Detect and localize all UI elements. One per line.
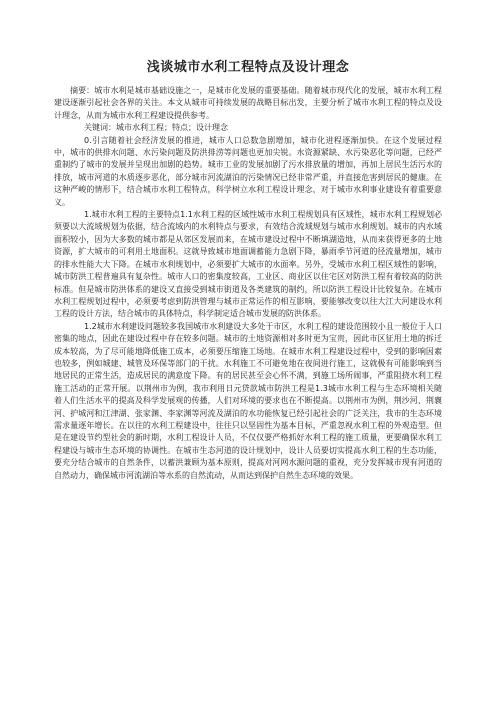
document-body: [54, 85, 442, 482]
section-1-paragraph: 1.城市水利工程的主要特点1.1水利工程的区域性城市水利工程规划具有区域性，城市水利工程规划必须要以大流域规划为依据，结合流域内的水利特点与要求，有效结合流域规划与城市水利规划。城市的内水域面积较小，因为大多数的城市都是从郊区发展而来，在城市建设过程中不断填湖造地，从而来获得更多的土地资源，扩大城市的可利用土地面积。这就导致城市地面调蓄能力急剧下降，暴雨季节河道的径流量增加，城市的排水性能大大下降。在城市水利规划中，必须要扩大城市的水面率。另外，受城市水利工程区域性的影响，城市防洪工程普遍具有复杂性。城市人口的密集度较高，工业区、商业区以住宅区对防洪工程有着较高的防洪标准。但是城市防洪体系的建设又直接受到城市街道及各类建筑的制约，所以防洪工程设计比较复杂。在城市水利工程规划过程中，必须要考虑到防洪管理与城市正常运作的相互影响，要能够改变以往大江大河建设水利工程的设计方法，结合城市的具体特点，科学制定适合城市发展的防洪体系。: [54, 210, 442, 319]
section-1-2-paragraph: 1.2城市水利建设问题较多我国城市水利建设大多处于市区，水利工程的建设范围较小且一般位于人口密集的地点，因此在建设过程中存在较多问题。城市的土地资源相对多时更为宝贵，因此市区征用土地的拆迁成本较高，为了尽可能地降低施工成本，必须要压缩施工场地。在城市水利工程建设过程中，受到的影响因素也较多，例如城建、城管及环保等部门的干扰。水利施工不可避免地在夜间进行施工，这就极有可能影响到当地居民的正常生活，造成居民的满意度下降。有的居民甚至会心怀不满，到施工场所闹事，严重阻挠水利工程施工活动的正常开展。以荆州市为例，我市利用日元贷款城市防洪工程是1.3城市水利工程与生态环境相关随着人们生活水平的提高及科学发展观的传播，人们对环境的要求也在不断提高。以荆州市为例，荆沙河、荆襄河、护城河和江津湖、张家渊、李家渊等河流及湖泊的水功能恢复已经引起社会的广泛关注，我市的生态环境需求量逐年增长。在以往的水利工程建设中，往往只以坚固性为基本目标，严重忽视水利工程的外观造型。但是在建设节约型社会的新时期，水利工程设计人员，不仅仅要严格抓好水利工程的施工质量，更要确保水利工程建设与城市生态环境的协调性。在城市生态河道的设计规划中，设计人员要切实提高水利工程的生态功能，要充分结合城市的自然条件，以蓄洪兼顾为基本原则，提高对河网水源问题的重视，充分发挥城市现有河道的自然动力，确保城市河流湖泊等水系的自然流动，从而达到保护自然生态环境的效果。: [54, 321, 442, 480]
document-title: 浅谈城市水利工程特点及设计理念: [146, 60, 350, 75]
keywords-paragraph: 关键词：城市水利工程；特点；设计理念: [84, 123, 228, 133]
intro-paragraph: 0.引言随着社会经济发展的推进，城市人口总数急剧增加，城市化进程逐渐加快。在这个发展过程中，城市的供排水问题、水污染问题及防洪排涝等问题也更加尖锐。水资源紧缺、水污染恶化等问题，已经严重制约了城市的发展并呈现出加剧的趋势。城市工业的发展加剧了污水排放量的增加，再加上居民生活污水的排放，城市河道的水质逐步恶化，部分城市河流湖泊的污染情况已经非常严重，并直接危害到居民的健康。在这种严峻的情形下，结合城市水利工程特点，科学树立水利工程设计理念，对于城市水利事业建设有着重要意义。: [54, 135, 442, 207]
abstract-paragraph: 摘要：城市水利是城市基础设施之一，是城市化发展的重要基础。随着城市现代化的发展，城市水利工程建设逐渐引起社会各界的关注。本文从城市可持续发展的战略目标出发，主要分析了城市水利工程的特点及设计理念，从而为城市水利工程建设提供参考。: [54, 86, 442, 120]
